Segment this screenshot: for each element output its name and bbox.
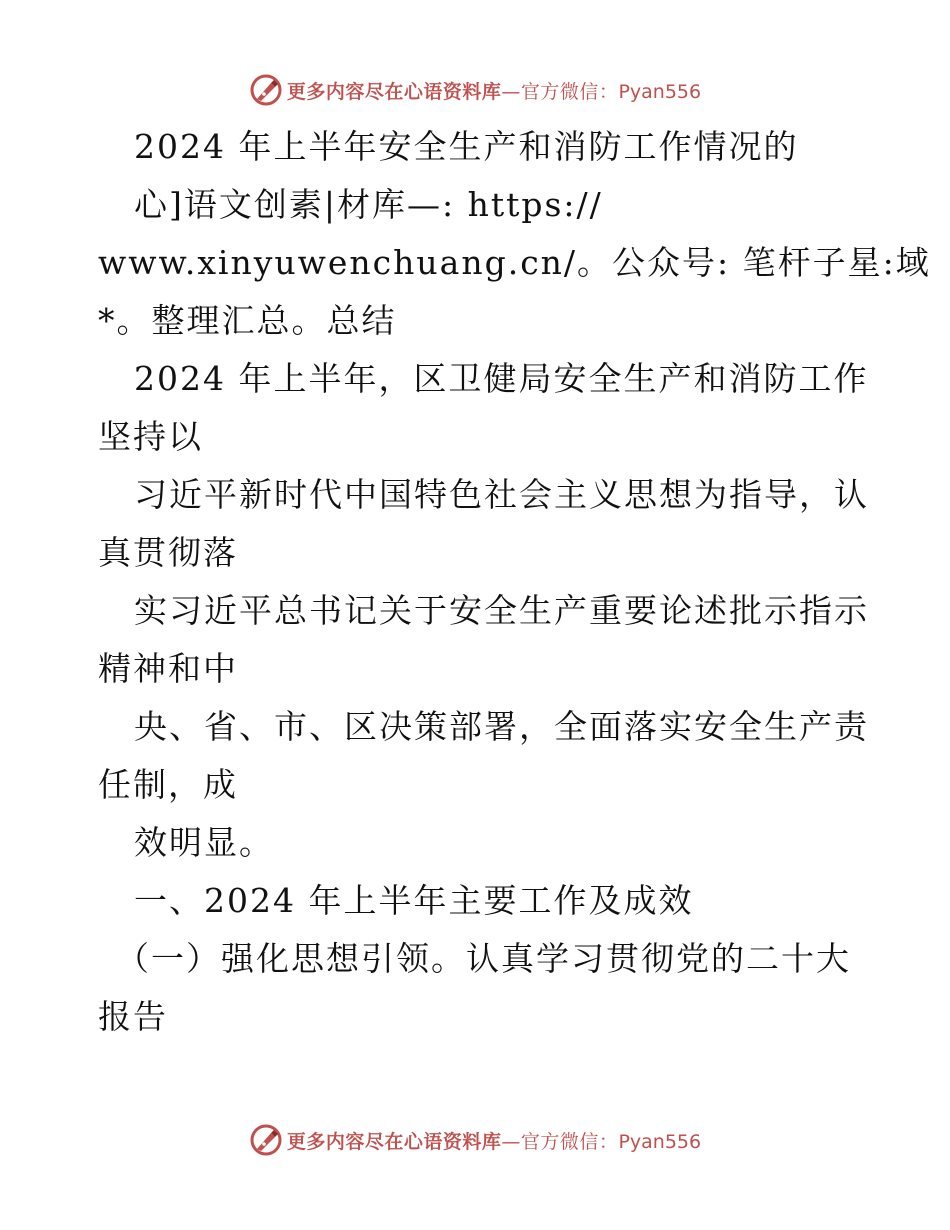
doc-text-line: 心]语文创素|材库—: https://: [134, 185, 603, 224]
doc-text-line: 央、省、市、区决策部署，全面落实安全生产责: [134, 707, 869, 746]
watermark-main: 更多内容尽在心语资料库: [286, 80, 502, 103]
watermark-wechat-label: 官方微信：: [520, 80, 619, 103]
watermark-main: 更多内容尽在心语资料库: [286, 1130, 502, 1153]
doc-text-line: *。整理汇总。总结: [98, 301, 397, 340]
watermark-dash: —: [501, 1130, 521, 1153]
watermark-footer: [0, 1120, 950, 1160]
doc-text-line: www.xinyuwenchuang.cn/。公众号: 笔杆子星:域: [98, 243, 931, 282]
doc-text-line: 报告: [98, 997, 168, 1036]
doc-text-line: 2024 年上半年，区卫健局安全生产和消防工作: [134, 359, 869, 398]
watermark-header: [0, 70, 950, 110]
doc-section-heading: 一、2024 年上半年主要工作及成效: [134, 881, 694, 920]
watermark-wechat-label: 官方微信：: [520, 1130, 619, 1153]
doc-title-line: 2024 年上半年安全生产和消防工作情况的: [134, 127, 799, 166]
watermark-text: [287, 77, 701, 104]
pen-nib-logo-icon: [249, 1123, 283, 1157]
doc-text-line: 效明显。: [134, 823, 274, 862]
doc-text-line: 坚持以: [98, 417, 203, 456]
doc-text-line: 精神和中: [98, 649, 238, 688]
doc-text-line: 任制，成: [98, 765, 238, 804]
watermark-account: Pyan556: [618, 1130, 702, 1153]
pen-nib-logo-icon: [249, 73, 283, 107]
watermark-text: [287, 1127, 701, 1154]
doc-text-line: （一）强化思想引领。认真学习贯彻党的二十大: [116, 939, 851, 978]
doc-text-line: 真贯彻落: [98, 533, 238, 572]
doc-text-line: 实习近平总书记关于安全生产重要论述批示指示: [134, 591, 869, 630]
watermark-dash: —: [501, 80, 521, 103]
doc-text-line: 习近平新时代中国特色社会主义思想为指导，认: [134, 475, 869, 514]
watermark-account: Pyan556: [618, 80, 702, 103]
